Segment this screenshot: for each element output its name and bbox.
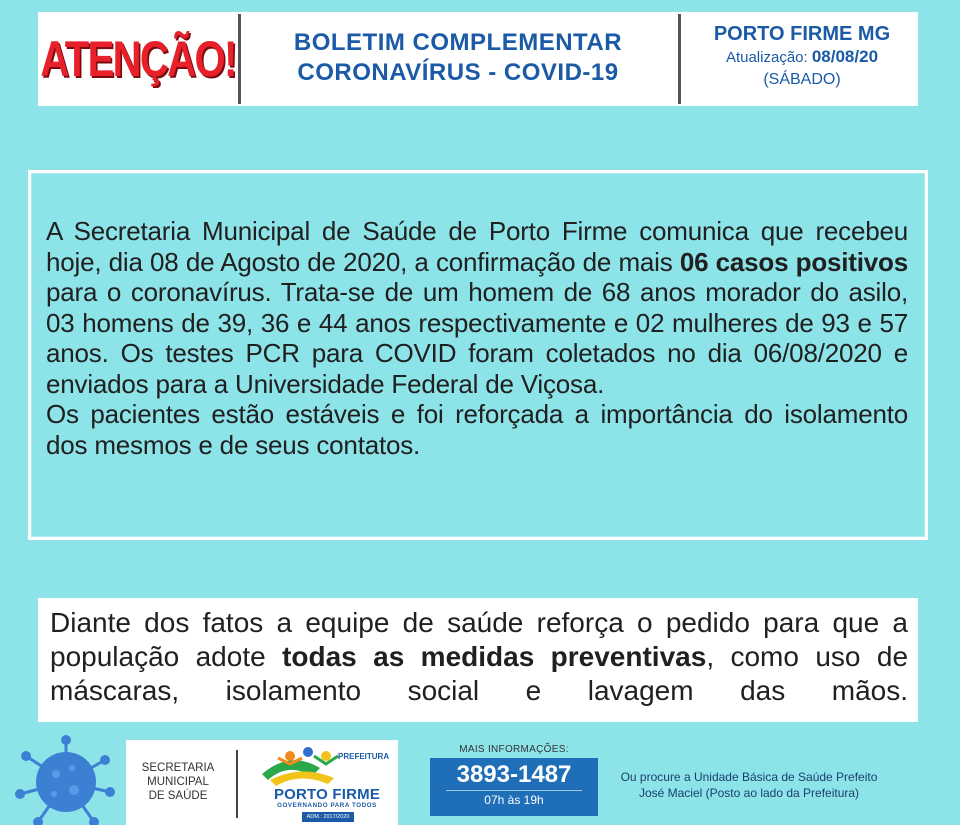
place-info [686,22,918,91]
info-label: MAIS INFORMAÇÕES: [459,744,569,755]
advice-text [50,606,908,708]
phone-number: 3893-1487 [456,761,572,788]
update-date: 08/08/20 [811,47,879,66]
secretaria-line2: MUNICIPAL [147,776,209,788]
secretaria-label [132,761,224,803]
notice-text-part1: A Secretaria Municipal de Saúde de Porto Firme comunica que recebeu hoje, dia 08 de Agosto de 2020, a confirmação de mais [46,216,908,277]
alternative-contact [604,769,894,801]
bulletin-title-line2: CORONAVÍRUS - COVID-19 [297,59,619,86]
alternative-contact-line1: Ou procure a Unidade Básica de Saúde Prefeito [620,770,878,784]
secretaria-line1: SECRETARIA [141,762,215,774]
update-line [686,46,918,69]
notice-paragraph-1 [46,216,908,399]
alert-text: ATENÇÃO! [40,31,236,87]
logo-adm: ADM.: 2017/2020 [302,812,354,822]
bulletin-title-line1: BOLETIM COMPLEMENTAR [293,29,623,56]
bulletin-title [248,28,668,88]
phone-divider [446,790,582,791]
logo-prefeitura: PREFEITURA [338,752,390,761]
notice-paragraph-2: Os pacientes estão estáveis e foi reforçada a importância do isolamento dos mesmos e de seus contatos. [46,399,908,460]
advice-highlight: todas as medidas preventivas [282,641,707,672]
header-banner [38,12,918,106]
notice-text-part2: para o coronavírus. Trata-se de um homem de 68 anos morador do asilo, 03 homens de 39, 36 e 44 anos respectivamente e 02 mulheres de 93 e 57 anos. Os testes PCR para COVID foram coletados no dia 06/08/2020 e enviados para a Universidade Federal de Viçosa. [46,277,908,399]
logo-name: PORTO FIRME [273,786,381,803]
logo-slogan: GOVERNANDO PARA TODOS [277,802,377,809]
advice-text-part2: , como uso de máscaras, isolamento social e lavagem das mãos. [50,641,909,706]
secretaria-line3: DE SAÚDE [148,790,208,802]
coronavirus-icon [10,730,122,825]
weekday: (SÁBADO) [763,71,841,88]
alert-title [38,12,238,106]
opening-hours: 07h às 19h [484,793,544,807]
footer-divider [236,750,238,818]
advice-text-part1: Diante dos fatos a equipe de saúde reforça o pedido para que a população adote [50,607,908,672]
place-name: PORTO FIRME MG [713,23,891,45]
header-divider [678,14,681,104]
alternative-contact-line2: José Maciel (Posto ao lado da Prefeitura) [638,786,860,800]
update-label: Atualização: [725,49,808,66]
header-divider [238,14,241,104]
notice-text [46,216,908,460]
notice-highlight: 06 casos positivos [679,246,908,277]
